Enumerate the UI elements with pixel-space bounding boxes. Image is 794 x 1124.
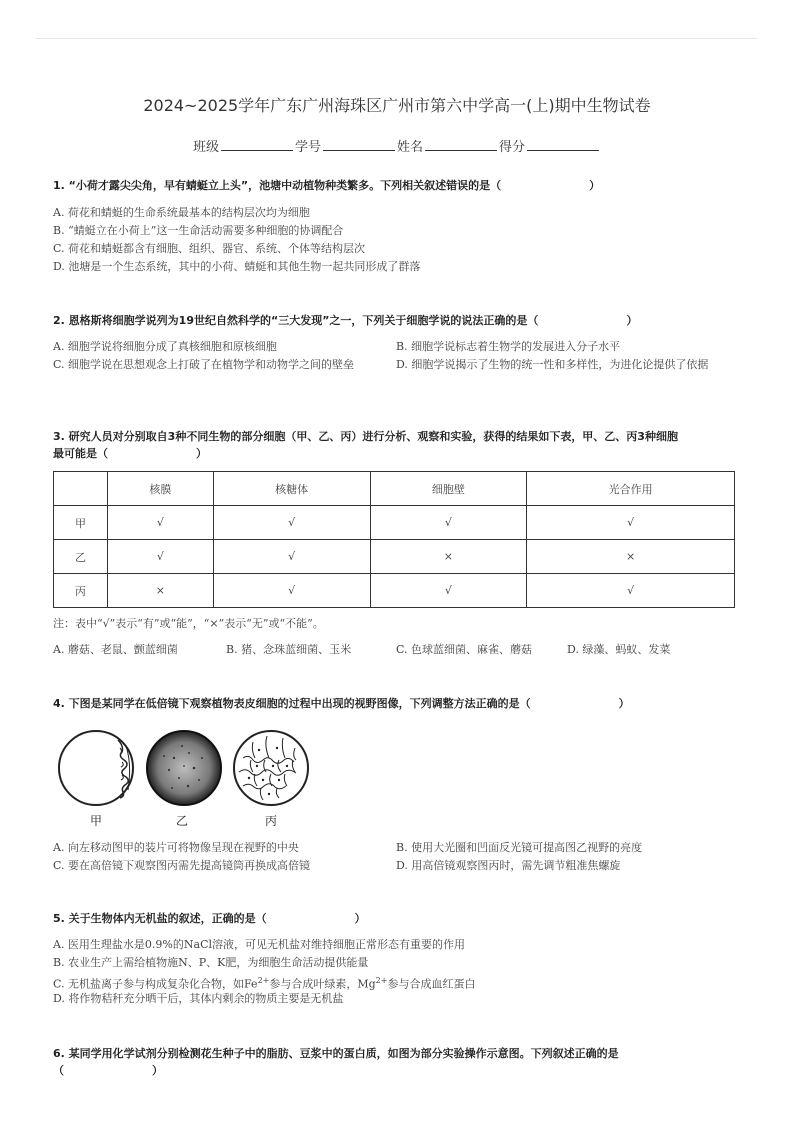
table-header-row (54, 472, 735, 506)
table-cell: 丙 (54, 574, 108, 608)
question-2-option-a[interactable]: A. 细胞学说将细胞分成了真核细胞和原核细胞 (53, 340, 277, 353)
question-4-text: 4. 下图是某同学在低倍镜下观察植物表皮细胞的过程中出现的视野图像，下列调整方法正确的是（ (53, 697, 531, 710)
table-header-cell: 核糖体 (213, 472, 370, 506)
table-cell: √ (213, 574, 370, 608)
question-3-stem-line1: 3. 研究人员对分别取自3种不同生物的部分细胞（甲、乙、丙）进行分析、观察和实验，获得的结果如下表，甲、乙、丙3种细胞 (53, 430, 678, 443)
question-5-text: 5. 关于生物体内无机盐的叙述，正确的是（ (53, 912, 267, 925)
question-5-option-b[interactable]: B. 农业生产上需给植物施N、P、K肥，为细胞生命活动提供能量 (53, 956, 369, 969)
question-3-text: 最可能是（ (53, 447, 108, 460)
microscope-view-bing (231, 728, 311, 808)
table-cell: √ (370, 506, 527, 540)
question-5-option-a[interactable]: A. 医用生理盐水是0.9%的NaCl溶液，可见无机盐对维持细胞正常形态有重要的作用 (53, 938, 465, 951)
question-1-close-paren: ） (589, 179, 601, 192)
table-cell: √ (213, 540, 370, 574)
question-2-option-d[interactable]: D. 细胞学说揭示了生物的统一性和多样性，为进化论提供了依据 (396, 358, 709, 371)
table-cell: 乙 (54, 540, 108, 574)
figure-label-bing: 丙 (265, 814, 278, 828)
question-3-stem-line2 (53, 445, 207, 463)
question-2-option-b[interactable]: B. 细胞学说标志着生物学的发展进入分子水平 (396, 340, 621, 353)
question-2-option-c[interactable]: C. 细胞学说在思想观念上打破了在植物学和动物学之间的壁垒 (53, 358, 355, 371)
question-1-option-c[interactable]: C. 荷花和蜻蜓都含有细胞、组织、器官、系统、个体等结构层次 (53, 242, 366, 255)
question-5-option-d[interactable]: D. 将作物秸秆充分晒干后，其体内剩余的物质主要是无机盐 (53, 992, 344, 1005)
question-3-option-b[interactable]: B. 猪、念珠蓝细菌、玉米 (226, 643, 352, 656)
question-2-text: 2. 恩格斯将细胞学说列为19世纪自然科学的“三大发现”之一，下列关于细胞学说的说法正确的是（ (53, 314, 539, 327)
table-cell: 甲 (54, 506, 108, 540)
table-cell: √ (527, 506, 735, 540)
question-3-table (53, 471, 735, 608)
question-2-close-paren: ） (626, 314, 638, 327)
table-cell: √ (107, 540, 213, 574)
question-4-option-b[interactable]: B. 使用大光圈和凹面反光镜可提高图乙视野的亮度 (396, 841, 643, 854)
question-3-option-a[interactable]: A. 蘑菇、老鼠、颤蓝细菌 (53, 643, 178, 656)
table-row (54, 540, 735, 574)
name-blank (425, 138, 497, 151)
table-cell: × (107, 574, 213, 608)
question-4-option-c[interactable]: C. 要在高倍镜下观察图丙需先提高镜筒再换成高倍镜 (53, 859, 311, 872)
question-1-text: 1. “小荷才露尖尖角，早有蜻蜓立上头”，池塘中动植物种类繁多。下列相关叙述错误的是（ (53, 179, 502, 192)
question-4-stem (53, 695, 630, 713)
table-cell: √ (527, 574, 735, 608)
figure-label-jia: 甲 (90, 814, 103, 828)
question-4-option-a[interactable]: A. 向左移动图甲的装片可将物像呈现在视野的中央 (53, 841, 299, 854)
table-row (54, 574, 735, 608)
id-blank (323, 138, 395, 151)
question-1-option-b[interactable]: B. “蜻蜓立在小荷上”这一生命活动需要多种细胞的协调配合 (53, 224, 344, 237)
question-5-close-paren: ） (354, 912, 366, 925)
fe-charge: 2+ (257, 976, 270, 985)
table-header-cell: 细胞壁 (370, 472, 527, 506)
question-3-option-c[interactable]: C. 色球蓝细菌、麻雀、蘑菇 (396, 643, 533, 656)
question-4-option-d[interactable]: D. 用高倍镜观察图丙时，需先调节粗准焦螺旋 (396, 859, 621, 872)
figure-label-yi: 乙 (176, 814, 189, 828)
question-4-close-paren: ） (618, 697, 630, 710)
table-cell: × (527, 540, 735, 574)
question-6-stem: 6. 某同学用化学试剂分别检测花生种子中的脂肪、豆浆中的蛋白质，如图为部分实验操作示意图。下列叙述正确的是 (53, 1047, 619, 1060)
table-cell: √ (107, 506, 213, 540)
question-6-paren-line (53, 1062, 163, 1080)
page-title: 2024~2025学年广东广州海珠区广州市第六中学高一(上)期中生物试卷 (143, 96, 651, 115)
microscope-view-jia (56, 728, 136, 808)
question-6-close-paren: ） (152, 1064, 163, 1077)
score-blank (527, 138, 599, 151)
question-3-close-paren: ） (196, 447, 207, 460)
table-cell: √ (370, 574, 527, 608)
question-6-open-paren: （ (53, 1064, 64, 1077)
header-divider (36, 38, 758, 39)
table-cell: √ (213, 506, 370, 540)
microscope-view-yi (144, 728, 224, 808)
table-header-cell (54, 472, 108, 506)
option-c-part2: 参与合成叶绿素，Mg (269, 977, 376, 991)
question-3-option-d[interactable]: D. 绿藻、蚂蚁、发菜 (567, 643, 671, 656)
name-label: 姓名 (397, 140, 424, 155)
option-c-part3: 参与合成血红蛋白 (387, 977, 476, 991)
option-c-part1: C. 无机盐离子参与构成复杂化合物，如Fe (53, 977, 258, 991)
table-cell: × (370, 540, 527, 574)
score-label: 得分 (499, 140, 526, 155)
table-header-cell: 光合作用 (527, 472, 735, 506)
student-info-line (0, 136, 794, 155)
mg-charge: 2+ (375, 976, 388, 985)
question-1-option-a[interactable]: A. 荷花和蜻蜓的生命系统最基本的结构层次均为细胞 (53, 206, 310, 219)
class-blank (221, 138, 293, 151)
question-5-stem (53, 910, 366, 928)
class-label: 班级 (192, 140, 219, 155)
id-label: 学号 (294, 140, 321, 155)
table-row (54, 506, 735, 540)
question-2-stem (53, 312, 637, 330)
question-1-stem (53, 177, 600, 195)
table-header-cell: 核膜 (107, 472, 213, 506)
question-1-option-d[interactable]: D. 池塘是一个生态系统，其中的小荷、蜻蜓和其他生物一起共同形成了群落 (53, 260, 421, 273)
question-3-note: 注：表中“√”表示“有”或“能”，“×”表示“无”或“不能”。 (53, 617, 324, 630)
